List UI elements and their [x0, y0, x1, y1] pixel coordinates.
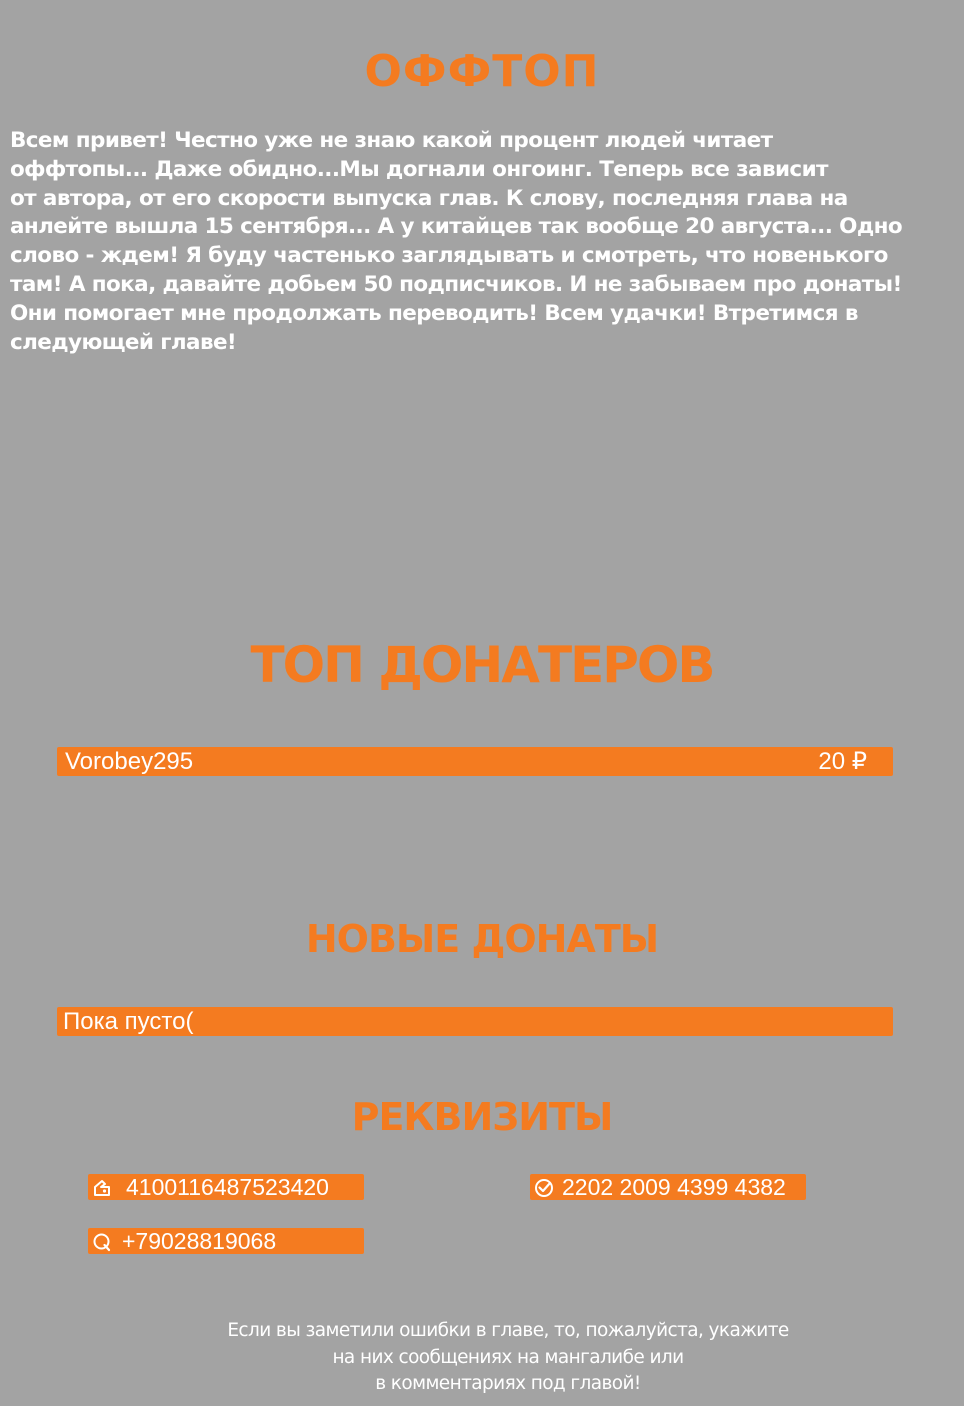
- sberbank-icon: [534, 1177, 554, 1197]
- card-number: 2202 2009 4399 4382: [562, 1174, 786, 1200]
- footer-line: на них сообщениях на мангалибе или: [332, 1346, 684, 1368]
- empty-state-text: Пока пусто(: [63, 1008, 194, 1035]
- offtop-line: следующей главе!: [10, 329, 237, 355]
- qiwi-icon: [92, 1231, 112, 1251]
- qiwi-phone: +79028819068: [122, 1228, 277, 1254]
- offtop-line: анлейте вышла 15 сентября... А у китайцев так вообще 20 августа... Одно: [10, 214, 903, 240]
- footer-line: Если вы заметили ошибки в главе, то, пожалуйста, укажите: [227, 1320, 789, 1341]
- offtop-line: там! А пока, давайте добьем 50 подписчиков. И не забываем про донаты!: [10, 271, 902, 297]
- footer-note: [0, 1318, 964, 1398]
- donator-amount: 20 ₽: [818, 748, 867, 775]
- qiwi-requisite[interactable]: [88, 1228, 364, 1254]
- footer-line: в комментариях под главой!: [375, 1373, 641, 1394]
- top-donators-title: ТОП ДОНАТЕРОВ: [250, 636, 714, 694]
- offtop-line: оффтопы... Даже обидно...Мы догнали онгоинг. Теперь все зависит: [10, 156, 828, 182]
- offtop-line: Всем привет! Честно уже не знаю какой процент людей читает: [10, 128, 773, 153]
- donator-row: [57, 747, 893, 776]
- offtop-line: слово - ждем! Я буду частенько заглядывать и смотреть, что новенького: [10, 243, 888, 269]
- donator-name: Vorobey295: [65, 748, 194, 775]
- offtop-line: Они помогает мне продолжать переводить! Всем удачки! Втретимся в: [10, 300, 858, 326]
- yoomoney-wallet-icon: [92, 1177, 112, 1197]
- new-donations-row: [57, 1007, 893, 1036]
- new-donations-title: НОВЫЕ ДОНАТЫ: [305, 917, 659, 961]
- offtop-line: от автора, от его скорости выпуска глав. К слову, последняя глава на: [10, 185, 848, 211]
- offtop-title: ОФФТОП: [364, 46, 600, 97]
- offtop-message: [10, 127, 955, 357]
- requisites-title: РЕКВИЗИТЫ: [351, 1095, 613, 1139]
- yoomoney-number: 4100116487523420: [126, 1174, 329, 1200]
- card-requisite[interactable]: [530, 1174, 806, 1200]
- yoomoney-requisite[interactable]: [88, 1174, 364, 1200]
